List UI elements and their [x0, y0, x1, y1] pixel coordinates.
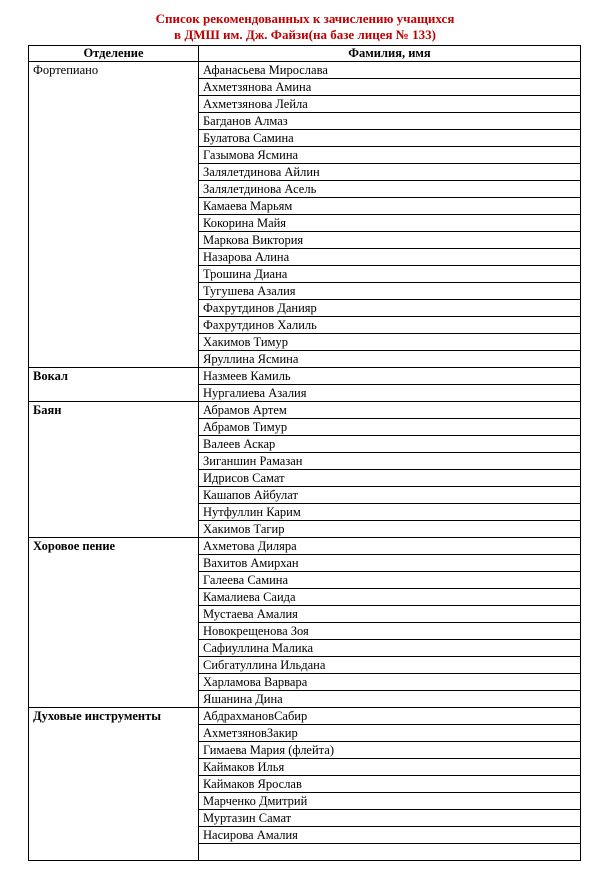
- department-cell: Хоровое пение: [29, 538, 199, 708]
- student-name-cell: Кашапов Айбулат: [199, 487, 581, 504]
- student-name-cell: Сафиуллина Малика: [199, 640, 581, 657]
- student-name-cell: Идрисов Самат: [199, 470, 581, 487]
- table-row: [29, 708, 581, 725]
- student-name-cell: Хакимов Тагир: [199, 521, 581, 538]
- student-name-cell: Вахитов Амирхан: [199, 555, 581, 572]
- student-name-cell: Тугушева Азалия: [199, 283, 581, 300]
- header-name: Фамилия, имя: [199, 46, 581, 62]
- student-name-cell: Залялетдинова Асель: [199, 181, 581, 198]
- student-name-cell: Ахметова Диляра: [199, 538, 581, 555]
- student-name-cell: Камаева Марьям: [199, 198, 581, 215]
- student-name-cell: АбдрахмановСабир: [199, 708, 581, 725]
- student-name-cell: Насирова Амалия: [199, 827, 581, 844]
- student-name-cell: Абрамов Артем: [199, 402, 581, 419]
- student-name-cell: Ахметзянова Амина: [199, 79, 581, 96]
- student-name-cell: Багданов Алмаз: [199, 113, 581, 130]
- table-row: [29, 402, 581, 419]
- student-name-cell: Ахметзянова Лейла: [199, 96, 581, 113]
- student-name-cell: Фахрутдинов Данияр: [199, 300, 581, 317]
- title-line-2: в ДМШ им. Дж. Файзи(на базе лицея № 133): [174, 27, 436, 42]
- student-name-cell: Залялетдинова Айлин: [199, 164, 581, 181]
- student-name-cell: Харламова Варвара: [199, 674, 581, 691]
- student-name-cell: Нургалиева Азалия: [199, 385, 581, 402]
- student-name-cell: Зиганшин Рамазан: [199, 453, 581, 470]
- department-cell: Фортепиано: [29, 62, 199, 368]
- student-name-cell: Мустаева Амалия: [199, 606, 581, 623]
- student-name-cell: Яруллина Ясмина: [199, 351, 581, 368]
- department-cell: Духовые инструменты: [29, 708, 199, 861]
- student-name-cell: [199, 844, 581, 861]
- student-name-cell: Булатова Самина: [199, 130, 581, 147]
- table-body: [29, 62, 581, 861]
- table-row: [29, 368, 581, 385]
- student-name-cell: Каймаков Ярослав: [199, 776, 581, 793]
- student-name-cell: Афанасьева Мирослава: [199, 62, 581, 79]
- table-header-row: [29, 46, 581, 62]
- student-name-cell: Хакимов Тимур: [199, 334, 581, 351]
- student-name-cell: Нутфуллин Карим: [199, 504, 581, 521]
- student-name-cell: АхметзяновЗакир: [199, 725, 581, 742]
- student-name-cell: Фахрутдинов Халиль: [199, 317, 581, 334]
- header-department: Отделение: [29, 46, 199, 62]
- student-name-cell: Кокорина Майя: [199, 215, 581, 232]
- document-title: [0, 11, 610, 43]
- student-name-cell: Галеева Самина: [199, 572, 581, 589]
- student-name-cell: Марченко Дмитрий: [199, 793, 581, 810]
- student-name-cell: Маркова Виктория: [199, 232, 581, 249]
- student-name-cell: Новокрещенова Зоя: [199, 623, 581, 640]
- student-name-cell: Муртазин Самат: [199, 810, 581, 827]
- student-name-cell: Назмеев Камиль: [199, 368, 581, 385]
- student-name-cell: Абрамов Тимур: [199, 419, 581, 436]
- student-name-cell: Назарова Алина: [199, 249, 581, 266]
- student-name-cell: Яшанина Дина: [199, 691, 581, 708]
- department-cell: Баян: [29, 402, 199, 538]
- student-name-cell: Газымова Ясмина: [199, 147, 581, 164]
- student-name-cell: Сибгатуллина Ильдана: [199, 657, 581, 674]
- student-name-cell: Трошина Диана: [199, 266, 581, 283]
- table-row: [29, 538, 581, 555]
- student-name-cell: Гимаева Мария (флейта): [199, 742, 581, 759]
- student-name-cell: Камалиева Саида: [199, 589, 581, 606]
- student-name-cell: Каймаков Илья: [199, 759, 581, 776]
- title-line-1: Список рекомендованных к зачислению учащихся: [155, 11, 455, 26]
- table-row: [29, 62, 581, 79]
- students-table: [28, 45, 581, 861]
- student-name-cell: Валеев Аскар: [199, 436, 581, 453]
- department-cell: Вокал: [29, 368, 199, 402]
